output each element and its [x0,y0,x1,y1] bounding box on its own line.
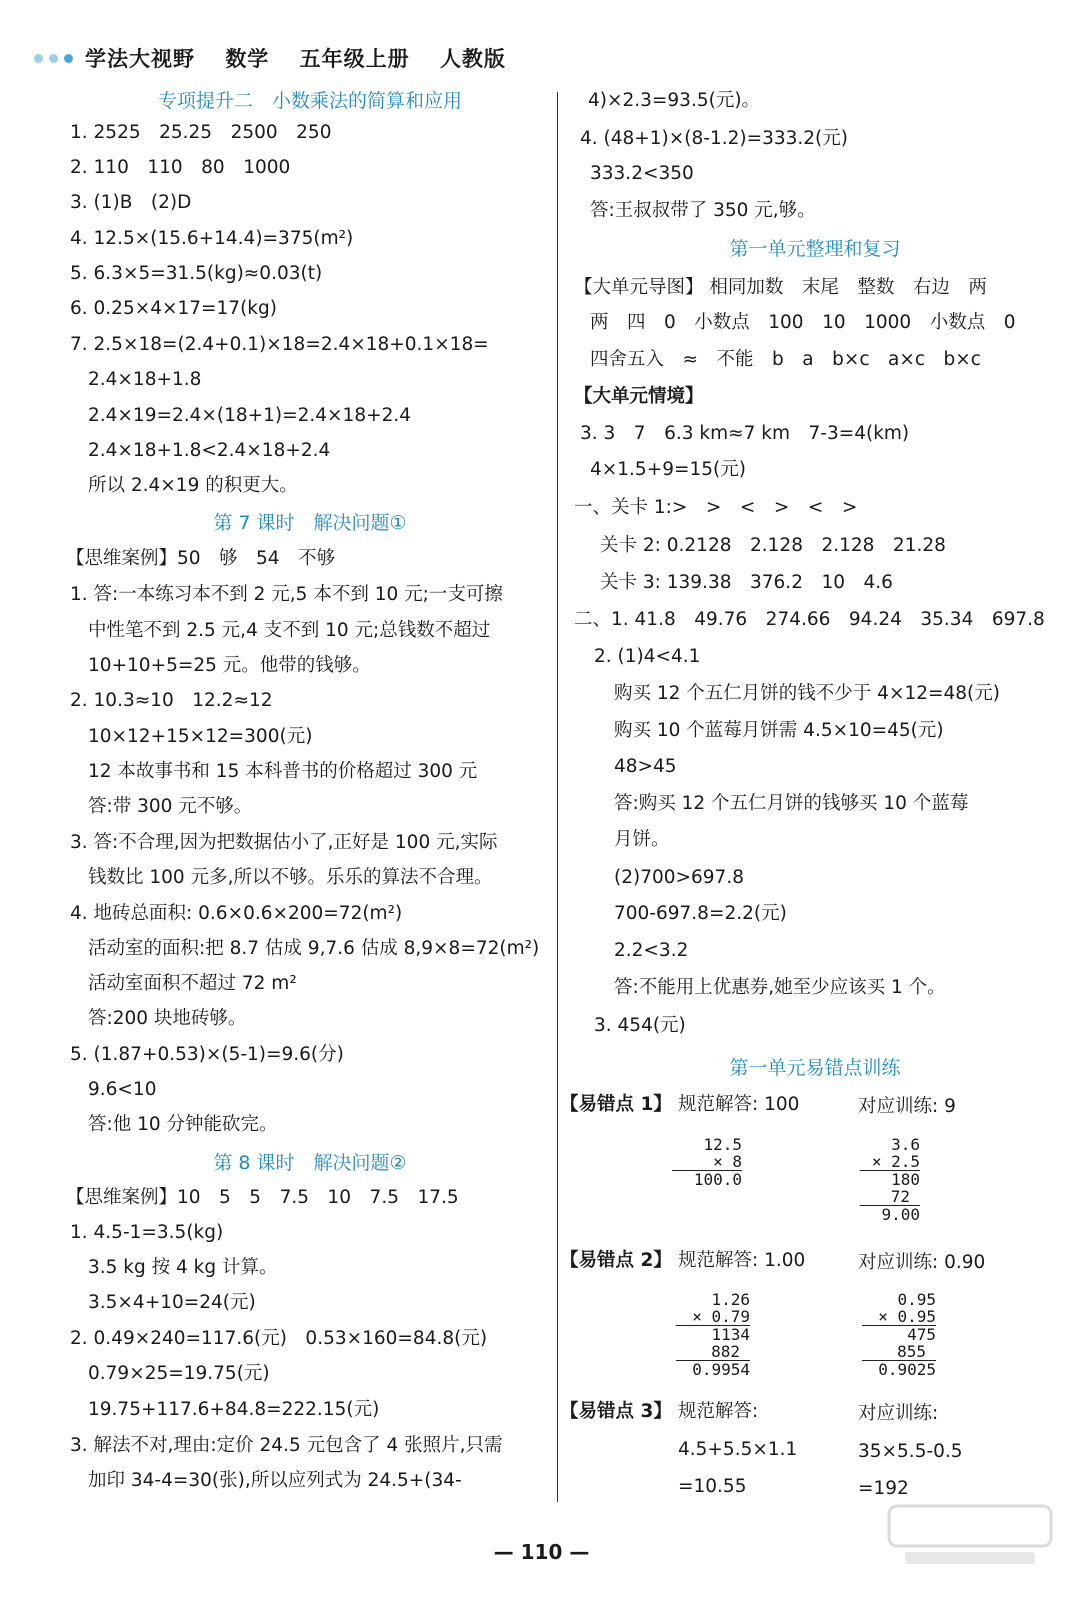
answer-line: 购买 12 个五仁月饼的钱不少于 4×12=48(元) [614,683,1000,704]
section-title: 第一单元整理和复习 [729,238,901,260]
vertical-multiplication: 3.6 × 2.5 180 72 9.00 [860,1136,920,1223]
answer-line: 3. 3 7 6.3 km≈7 km 7-3=4(km) [580,423,910,444]
answer-line: 2.4×18+1.8<2.4×18+2.4 [88,440,331,461]
answer-line: 4. 地砖总面积: 0.6×0.6×200=72(m²) [70,903,403,924]
answer-line: 2. (1)4<4.1 [594,646,701,667]
answer-line: 四舍五入 ≈ 不能 b a b×c a×c b×c [590,349,981,370]
answer-line: 答:200 块地砖够。 [88,1008,247,1029]
page-header [34,38,528,78]
book-name: 学法大视野 [85,47,195,71]
answer-line: 700-697.8=2.2(元) [614,903,787,924]
answer-line: 0.79×25=19.75(元) [88,1363,270,1384]
answer-line: 关卡 2: 0.2128 2.128 2.128 21.28 [600,535,946,556]
answer-line: 两 四 0 小数点 100 10 1000 小数点 0 [590,312,1016,333]
answer-line: 【思维案例】50 够 54 不够 [66,548,336,569]
answer-line: 6. 0.25×4×17=17(kg) [70,298,277,319]
watermark-logo-icon [885,1500,1055,1570]
answer-line: 【大单元导图】 相同加数 末尾 整数 右边 两 [574,277,987,298]
edition: 人教版 [439,47,506,71]
answer-line: 活动室面积不超过 72 m² [88,973,297,994]
section-title: 第一单元易错点训练 [729,1057,901,1079]
section-title: 专项提升二 小数乘法的简算和应用 [157,90,462,112]
answer-line: 所以 2.4×19 的积更大。 [88,475,298,496]
section-title: 第 8 课时 解决问题② [213,1152,407,1174]
answer-line: 5. (1.87+0.53)×(5-1)=9.6(分) [70,1044,344,1065]
answer-line: 答:不能用上优惠券,她至少应该买 1 个。 [614,977,946,998]
answer-line: 【大单元情境】 [574,386,704,407]
answer-line: 1. 2525 25.25 2500 250 [70,122,332,143]
answer-line: 答:他 10 分钟能砍完。 [88,1114,278,1135]
grade: 五年级上册 [299,47,410,71]
section-title: 第 7 课时 解决问题① [213,512,407,534]
answer-line: 3.5 kg 按 4 kg 计算。 [88,1257,278,1278]
answer-line: 35×5.5-0.5 [858,1441,963,1462]
header-text [85,43,528,73]
answer-line: 333.2<350 [590,163,694,184]
answer-line: 规范解答: 100 [678,1094,800,1115]
answer-line: 4.5+5.5×1.1 [678,1439,798,1460]
answer-line: 1. 4.5-1=3.5(kg) [70,1222,224,1243]
subject: 数学 [225,47,270,71]
answer-line: =192 [858,1478,909,1499]
answer-line: 9.6<10 [88,1079,157,1100]
answer-line: 规范解答: [678,1401,759,1422]
vertical-multiplication: 1.26 × 0.79 1134 882 0.9954 [676,1291,750,1378]
answer-line: 购买 10 个蓝莓月饼需 4.5×10=45(元) [614,720,944,741]
answer-line: 规范解答: 1.00 [678,1250,806,1271]
answer-line: 对应训练: [858,1403,939,1424]
answer-line: 3. 解法不对,理由:定价 24.5 元包含了 4 张照片,只需 [70,1435,503,1456]
answer-line: 7. 2.5×18=(2.4+0.1)×18=2.4×18+0.1×18= [70,334,489,355]
answer-line: 2.4×18+1.8 [88,369,202,390]
answer-line: 一、关卡 1:> > < > < > [574,497,858,518]
answer-line: 4×1.5+9=15(元) [590,459,746,480]
answer-line: 2.2<3.2 [614,940,689,961]
answer-line: 12 本故事书和 15 本科普书的价格超过 300 元 [88,761,478,782]
answer-line: 3. (1)B (2)D [70,192,192,213]
answer-line: 4)×2.3=93.5(元)。 [588,90,761,111]
answer-line: 3. 454(元) [594,1015,686,1036]
answer-line: 1. 答:一本练习本不到 2 元,5 本不到 10 元;一支可擦 [70,584,503,605]
answer-line: (2)700>697.8 [614,867,744,888]
answer-line: 3.5×4+10=24(元) [88,1292,256,1313]
answer-line: =10.55 [678,1476,747,1497]
answer-line: 4. (48+1)×(8-1.2)=333.2(元) [580,128,848,149]
answer-line: 活动室的面积:把 8.7 估成 9,7.6 估成 8,9×8=72(m²) [88,938,540,959]
answer-line: 2. 10.3≈10 12.2≈12 [70,690,273,711]
answer-line: 19.75+117.6+84.8=222.15(元) [88,1399,380,1420]
answer-line: 答:带 300 元不够。 [88,796,253,817]
answer-line: 答:购买 12 个五仁月饼的钱够买 10 个蓝莓 [614,793,969,814]
page-number: — 110 — [493,1540,590,1564]
error-point-label: 【易错点 2】 [560,1250,672,1271]
answer-line: 2. 0.49×240=117.6(元) 0.53×160=84.8(元) [70,1328,488,1349]
answer-line: 加印 34-4=30(张),所以应列式为 24.5+(34- [88,1470,462,1491]
header-dots-icon [34,54,73,63]
vertical-multiplication: 12.5 × 8 100.0 [672,1136,742,1188]
answer-line: 4. 12.5×(15.6+14.4)=375(m²) [70,228,354,249]
answer-line: 5. 6.3×5=31.5(kg)≈0.03(t) [70,263,323,284]
vertical-multiplication: 0.95 × 0.95 475 855 0.9025 [862,1291,936,1378]
answer-line: 10+10+5=25 元。他带的钱够。 [88,655,371,676]
answer-line: 2.4×19=2.4×(18+1)=2.4×18+2.4 [88,405,412,426]
column-divider [557,92,558,1502]
answer-line: 钱数比 100 元多,所以不够。乐乐的算法不合理。 [88,867,493,888]
answer-line: 对应训练: 9 [858,1096,956,1117]
answer-line: 对应训练: 0.90 [858,1252,986,1273]
error-point-label: 【易错点 3】 [560,1401,672,1422]
error-point-label: 【易错点 1】 [560,1094,672,1115]
answer-line: 二、1. 41.8 49.76 274.66 94.24 35.34 697.8 [574,609,1045,630]
answer-line: 关卡 3: 139.38 376.2 10 4.6 [600,572,893,593]
answer-line: 【思维案例】10 5 5 7.5 10 7.5 17.5 [66,1187,459,1208]
answer-line: 中性笔不到 2.5 元,4 支不到 10 元;总钱数不超过 [88,620,491,641]
answer-line: 2. 110 110 80 1000 [70,157,291,178]
answer-line: 48>45 [614,756,677,777]
answer-line: 答:王叔叔带了 350 元,够。 [590,200,816,221]
answer-line: 10×12+15×12=300(元) [88,726,313,747]
answer-line: 月饼。 [614,829,670,850]
answer-line: 3. 答:不合理,因为把数据估小了,正好是 100 元,实际 [70,832,498,853]
